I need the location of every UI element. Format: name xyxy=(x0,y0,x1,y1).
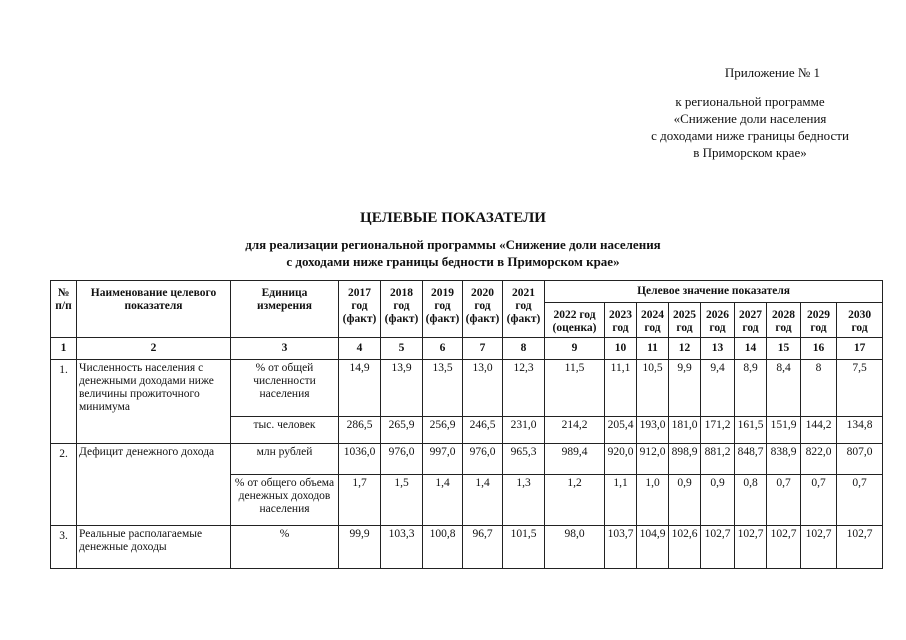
value-cell: 7,5 xyxy=(837,360,883,417)
appendix-line: в Приморском крае» xyxy=(693,145,807,160)
value-cell: 193,0 xyxy=(637,417,669,444)
row-number: 1. xyxy=(51,360,77,444)
value-cell: 102,7 xyxy=(767,526,801,569)
value-cell: 99,9 xyxy=(339,526,381,569)
indicator-name: Дефицит денежного дохода xyxy=(77,444,231,526)
value-cell: 822,0 xyxy=(801,444,837,475)
col-header-year: 2024 год xyxy=(637,303,669,338)
appendix-number: Приложение № 1 xyxy=(724,65,820,80)
value-cell: 8,4 xyxy=(767,360,801,417)
value-cell: 100,8 xyxy=(423,526,463,569)
col-header-year: 2023 год xyxy=(605,303,637,338)
value-cell: 0,9 xyxy=(701,475,735,526)
column-number: 7 xyxy=(463,338,503,360)
value-cell: 881,2 xyxy=(701,444,735,475)
value-cell: 1,5 xyxy=(381,475,423,526)
col-header-year: 2025 год xyxy=(669,303,701,338)
column-number: 10 xyxy=(605,338,637,360)
column-number: 8 xyxy=(503,338,545,360)
indicator-name: Численность населения с денежными доходами ниже величины прожиточного минимума xyxy=(77,360,231,444)
column-number: 5 xyxy=(381,338,423,360)
column-number: 15 xyxy=(767,338,801,360)
column-number: 16 xyxy=(801,338,837,360)
value-cell: 171,2 xyxy=(701,417,735,444)
value-cell: 807,0 xyxy=(837,444,883,475)
value-cell: 102,7 xyxy=(801,526,837,569)
value-cell: 286,5 xyxy=(339,417,381,444)
document-title: ЦЕЛЕВЫЕ ПОКАЗАТЕЛИ xyxy=(360,210,546,226)
value-cell: 102,7 xyxy=(701,526,735,569)
column-number: 14 xyxy=(735,338,767,360)
value-cell: 1,3 xyxy=(503,475,545,526)
column-number: 1 xyxy=(51,338,77,360)
value-cell: 965,3 xyxy=(503,444,545,475)
col-header-year: 2026 год xyxy=(701,303,735,338)
col-header-year: 2019 год (факт) xyxy=(423,281,463,338)
column-number: 6 xyxy=(423,338,463,360)
column-number-row xyxy=(51,338,883,360)
col-header-year: 2028 год xyxy=(767,303,801,338)
table-row xyxy=(51,360,883,417)
value-cell: 14,9 xyxy=(339,360,381,417)
col-header-year: 2017 год (факт) xyxy=(339,281,381,338)
appendix-line: к региональной программе xyxy=(675,94,825,109)
subtitle-line: для реализации региональной программы «Снижение доли населения xyxy=(245,237,661,252)
table-row xyxy=(51,444,883,475)
row-number: 2. xyxy=(51,444,77,526)
col-header-name: Наименование целевого показателя xyxy=(77,281,231,338)
value-cell: 920,0 xyxy=(605,444,637,475)
value-cell: 231,0 xyxy=(503,417,545,444)
column-number: 2 xyxy=(77,338,231,360)
value-cell: 102,7 xyxy=(735,526,767,569)
value-cell: 96,7 xyxy=(463,526,503,569)
col-header-year: 2027 год xyxy=(735,303,767,338)
subtitle-line: с доходами ниже границы бедности в Приморском крае» xyxy=(286,254,620,269)
column-number: 4 xyxy=(339,338,381,360)
value-cell: 11,1 xyxy=(605,360,637,417)
value-cell: 997,0 xyxy=(423,444,463,475)
value-cell: 103,3 xyxy=(381,526,423,569)
table-row xyxy=(51,526,883,569)
value-cell: 912,0 xyxy=(637,444,669,475)
indicator-name: Реальные располагаемые денежные доходы xyxy=(77,526,231,569)
column-number: 9 xyxy=(545,338,605,360)
value-cell: 1,4 xyxy=(423,475,463,526)
document-subtitle xyxy=(0,236,906,270)
col-header-year: 2020 год (факт) xyxy=(463,281,503,338)
value-cell: 103,7 xyxy=(605,526,637,569)
value-cell: 13,5 xyxy=(423,360,463,417)
column-number: 17 xyxy=(837,338,883,360)
value-cell: 98,0 xyxy=(545,526,605,569)
value-cell: 898,9 xyxy=(669,444,701,475)
target-indicators-table xyxy=(50,280,883,569)
value-cell: 1,7 xyxy=(339,475,381,526)
indicator-unit: % xyxy=(231,526,339,569)
value-cell: 181,0 xyxy=(669,417,701,444)
indicator-unit: тыс. человек xyxy=(231,417,339,444)
col-header-unit: Единица измерения xyxy=(231,281,339,338)
value-cell: 246,5 xyxy=(463,417,503,444)
value-cell: 13,0 xyxy=(463,360,503,417)
col-header-year: 2029 год xyxy=(801,303,837,338)
value-cell: 9,4 xyxy=(701,360,735,417)
appendix-block xyxy=(560,64,880,161)
appendix-line: «Снижение доли населения xyxy=(673,111,827,126)
value-cell: 848,7 xyxy=(735,444,767,475)
row-number: 3. xyxy=(51,526,77,569)
header-row xyxy=(51,281,883,303)
value-cell: 989,4 xyxy=(545,444,605,475)
value-cell: 10,5 xyxy=(637,360,669,417)
value-cell: 134,8 xyxy=(837,417,883,444)
col-header-num: № п/п xyxy=(51,281,77,338)
value-cell: 12,3 xyxy=(503,360,545,417)
value-cell: 1,2 xyxy=(545,475,605,526)
indicator-unit: % от общего объема денежных доходов населения xyxy=(231,475,339,526)
value-cell: 1,4 xyxy=(463,475,503,526)
column-number: 13 xyxy=(701,338,735,360)
value-cell: 265,9 xyxy=(381,417,423,444)
value-cell: 256,9 xyxy=(423,417,463,444)
appendix-reference xyxy=(560,93,880,161)
value-cell: 0,7 xyxy=(767,475,801,526)
col-header-year: 2021 год (факт) xyxy=(503,281,545,338)
col-header-target-group: Целевое значение показателя xyxy=(545,281,883,303)
column-number: 11 xyxy=(637,338,669,360)
value-cell: 205,4 xyxy=(605,417,637,444)
value-cell: 13,9 xyxy=(381,360,423,417)
value-cell: 214,2 xyxy=(545,417,605,444)
value-cell: 0,7 xyxy=(837,475,883,526)
value-cell: 151,9 xyxy=(767,417,801,444)
value-cell: 8,9 xyxy=(735,360,767,417)
value-cell: 1,0 xyxy=(637,475,669,526)
value-cell: 0,9 xyxy=(669,475,701,526)
value-cell: 976,0 xyxy=(381,444,423,475)
indicator-unit: % от общей численности населения xyxy=(231,360,339,417)
col-header-year: 2022 год (оценка) xyxy=(545,303,605,338)
value-cell: 0,8 xyxy=(735,475,767,526)
value-cell: 838,9 xyxy=(767,444,801,475)
value-cell: 1,1 xyxy=(605,475,637,526)
value-cell: 101,5 xyxy=(503,526,545,569)
value-cell: 102,6 xyxy=(669,526,701,569)
value-cell: 11,5 xyxy=(545,360,605,417)
value-cell: 104,9 xyxy=(637,526,669,569)
value-cell: 144,2 xyxy=(801,417,837,444)
value-cell: 9,9 xyxy=(669,360,701,417)
indicator-unit: млн рублей xyxy=(231,444,339,475)
col-header-year: 2030 год xyxy=(837,303,883,338)
value-cell: 102,7 xyxy=(837,526,883,569)
appendix-line: с доходами ниже границы бедности xyxy=(651,128,849,143)
value-cell: 1036,0 xyxy=(339,444,381,475)
column-number: 12 xyxy=(669,338,701,360)
value-cell: 0,7 xyxy=(801,475,837,526)
column-number: 3 xyxy=(231,338,339,360)
value-cell: 976,0 xyxy=(463,444,503,475)
col-header-year: 2018 год (факт) xyxy=(381,281,423,338)
value-cell: 161,5 xyxy=(735,417,767,444)
value-cell: 8 xyxy=(801,360,837,417)
